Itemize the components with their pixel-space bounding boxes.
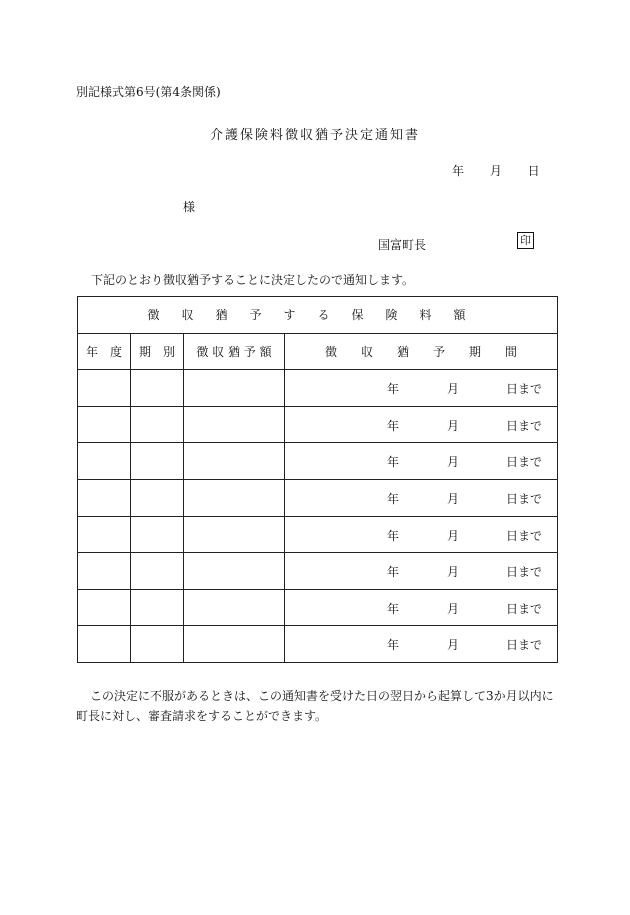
issuer-name: 国富町長 bbox=[378, 238, 427, 252]
period-month-label: 月 bbox=[447, 638, 460, 653]
period-day-until-label: 日まで bbox=[506, 638, 543, 653]
cell-period[interactable] bbox=[285, 589, 558, 626]
table-row bbox=[78, 443, 558, 480]
cell-amount[interactable] bbox=[184, 370, 285, 407]
period-day-until-label: 日まで bbox=[506, 528, 543, 543]
period-month-label: 月 bbox=[447, 491, 460, 506]
period-year-label: 年 bbox=[387, 382, 400, 397]
table-row bbox=[78, 589, 558, 626]
cell-installment[interactable] bbox=[131, 626, 184, 663]
cell-fiscal-year[interactable] bbox=[78, 516, 131, 553]
form-number: 別記様式第6号(第4条関係) bbox=[76, 85, 221, 99]
date-month-label: 月 bbox=[489, 164, 502, 178]
period-year-label: 年 bbox=[387, 565, 400, 580]
cell-fiscal-year[interactable] bbox=[78, 626, 131, 663]
cell-installment[interactable] bbox=[131, 479, 184, 516]
period-year-label: 年 bbox=[387, 491, 400, 506]
cell-fiscal-year[interactable] bbox=[78, 553, 131, 590]
period-month-label: 月 bbox=[447, 565, 460, 580]
cell-period[interactable] bbox=[285, 443, 558, 480]
cell-fiscal-year[interactable] bbox=[78, 406, 131, 443]
table-row bbox=[78, 406, 558, 443]
period-month-label: 月 bbox=[447, 382, 460, 397]
table-row bbox=[78, 516, 558, 553]
cell-installment[interactable] bbox=[131, 589, 184, 626]
cell-period[interactable] bbox=[285, 479, 558, 516]
seal-mark: 印 bbox=[517, 232, 534, 249]
cell-period[interactable] bbox=[285, 626, 558, 663]
period-day-until-label: 日まで bbox=[506, 382, 543, 397]
cell-amount[interactable] bbox=[184, 553, 285, 590]
date-day-label: 日 bbox=[527, 164, 540, 178]
cell-installment[interactable] bbox=[131, 443, 184, 480]
period-day-until-label: 日まで bbox=[506, 491, 543, 506]
period-year-label: 年 bbox=[387, 601, 400, 616]
period-year-label: 年 bbox=[387, 418, 400, 433]
cell-installment[interactable] bbox=[131, 370, 184, 407]
period-day-until-label: 日まで bbox=[506, 418, 543, 433]
document-title: 介護保険料徴収猶予決定通知書 bbox=[209, 128, 420, 143]
cell-amount[interactable] bbox=[184, 406, 285, 443]
cell-fiscal-year[interactable] bbox=[78, 589, 131, 626]
table-row bbox=[78, 479, 558, 516]
period-year-label: 年 bbox=[387, 528, 400, 543]
cell-amount[interactable] bbox=[184, 443, 285, 480]
period-year-label: 年 bbox=[387, 638, 400, 653]
cell-amount[interactable] bbox=[184, 516, 285, 553]
cell-installment[interactable] bbox=[131, 406, 184, 443]
date-line bbox=[452, 162, 540, 179]
appeal-notice: この決定に不服があるときは、この通知書を受けた日の翌日から起算して3か月以内に町長に対し、審査請求をすることができます。 bbox=[76, 689, 554, 723]
cell-installment[interactable] bbox=[131, 553, 184, 590]
period-month-label: 月 bbox=[447, 601, 460, 616]
period-day-until-label: 日まで bbox=[506, 565, 543, 580]
main-header: 徴収猶予する保険料額 bbox=[78, 297, 558, 334]
period-month-label: 月 bbox=[447, 528, 460, 543]
period-day-until-label: 日まで bbox=[506, 455, 543, 470]
cell-period[interactable] bbox=[285, 516, 558, 553]
cell-amount[interactable] bbox=[184, 479, 285, 516]
deferment-table bbox=[77, 296, 558, 663]
period-month-label: 月 bbox=[447, 455, 460, 470]
col-header-installment: 期 別 bbox=[131, 333, 184, 370]
table-row bbox=[78, 553, 558, 590]
cell-period[interactable] bbox=[285, 406, 558, 443]
period-day-until-label: 日まで bbox=[506, 601, 543, 616]
cell-period[interactable] bbox=[285, 553, 558, 590]
table-row bbox=[78, 370, 558, 407]
table-main-header-row bbox=[78, 297, 558, 334]
period-year-label: 年 bbox=[387, 455, 400, 470]
col-header-amount: 徴 収 猶 予 額 bbox=[184, 333, 285, 370]
intro-text: 下記のとおり徴収猶予することに決定したので通知します。 bbox=[91, 273, 415, 287]
table-row bbox=[78, 626, 558, 663]
cell-amount[interactable] bbox=[184, 626, 285, 663]
table-column-header-row bbox=[78, 333, 558, 370]
cell-installment[interactable] bbox=[131, 516, 184, 553]
col-header-period: 徴 収 猶 予 期 間 bbox=[285, 333, 558, 370]
cell-fiscal-year[interactable] bbox=[78, 370, 131, 407]
date-year-label: 年 bbox=[452, 164, 465, 178]
cell-fiscal-year[interactable] bbox=[78, 479, 131, 516]
cell-period[interactable] bbox=[285, 370, 558, 407]
addressee-suffix: 様 bbox=[183, 200, 196, 214]
cell-amount[interactable] bbox=[184, 589, 285, 626]
col-header-fiscal-year: 年 度 bbox=[78, 333, 131, 370]
period-month-label: 月 bbox=[447, 418, 460, 433]
cell-fiscal-year[interactable] bbox=[78, 443, 131, 480]
